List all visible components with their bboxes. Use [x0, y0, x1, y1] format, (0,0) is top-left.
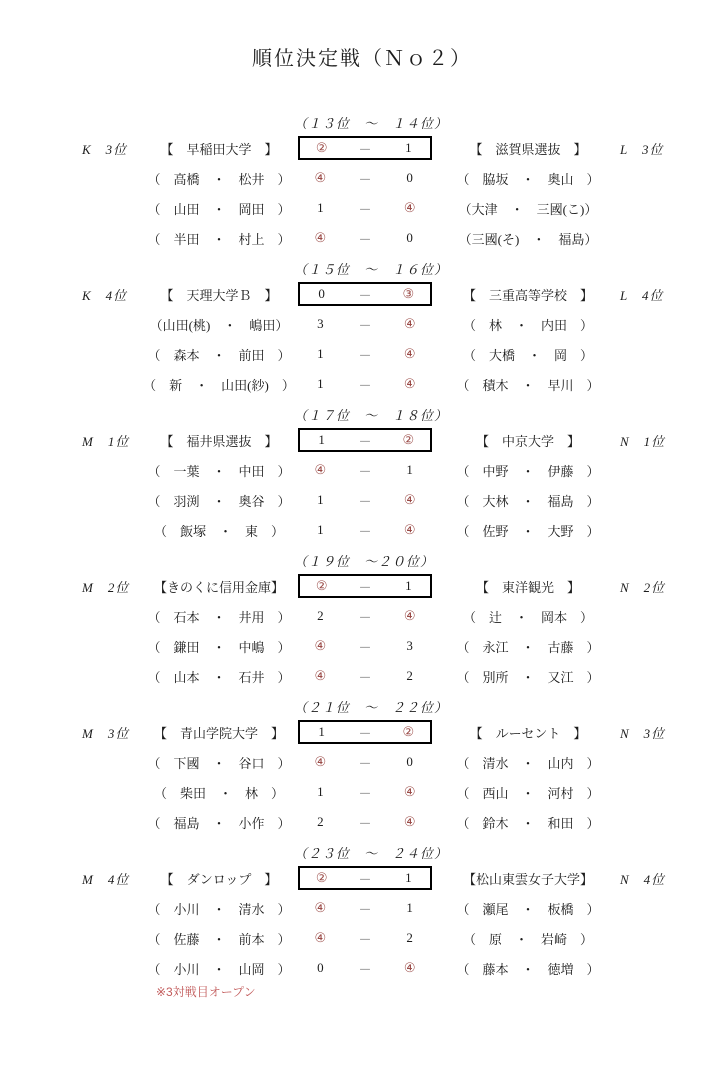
score-separator: －: [358, 871, 372, 887]
left-pair-score: 0: [317, 960, 324, 975]
team-score-row: [0, 279, 724, 309]
right-rank-label: L 4位: [620, 287, 664, 303]
right-team-score: 1: [405, 578, 412, 593]
right-team-score: 1: [405, 870, 412, 885]
score-separator: －: [358, 377, 372, 393]
score-separator: －: [358, 639, 372, 655]
rank-range-label: （２１位 ～ ２２位）: [294, 700, 449, 715]
left-pair-score: ④: [314, 170, 327, 185]
left-pair-score: 1: [317, 346, 324, 361]
pair-result-row: [0, 661, 724, 691]
pair-result-row: [0, 747, 724, 777]
left-pair-names: （ 柴田 ・ 林 ）: [153, 785, 284, 801]
team-score-box: [298, 720, 432, 744]
right-pair-score: 3: [406, 638, 413, 653]
right-pair-names: （ 西山 ・ 河村 ）: [456, 785, 600, 801]
left-pair-names: （ 高橋 ・ 松井 ）: [147, 171, 291, 187]
left-team-name: 【 福井県選抜 】: [160, 433, 278, 449]
team-score-row: [0, 133, 724, 163]
right-pair-score: 2: [406, 930, 413, 945]
right-pair-names: （ 辻 ・ 岡本 ）: [462, 609, 593, 625]
pair-result-row: [0, 223, 724, 253]
pair-result-row: [0, 601, 724, 631]
score-separator: －: [358, 433, 372, 449]
match-block-15-16: [0, 253, 724, 399]
score-separator: －: [358, 901, 372, 917]
pair-result-row: [0, 163, 724, 193]
right-pair-names: （ 別所 ・ 又江 ）: [456, 669, 600, 685]
left-rank-label: M 3位: [82, 725, 130, 741]
left-rank-label: M 4位: [82, 871, 130, 887]
right-pair-names: （ 大林 ・ 福島 ）: [456, 493, 600, 509]
left-team-score: 1: [318, 724, 325, 739]
left-rank-label: M 1位: [82, 433, 130, 449]
left-team-name: 【きのくに信用金庫】: [153, 579, 284, 595]
score-separator: －: [358, 141, 372, 157]
pair-result-row: [0, 923, 724, 953]
match-block-21-22: [0, 691, 724, 837]
left-team-score: 1: [318, 432, 325, 447]
match-block-19-20: [0, 545, 724, 691]
score-separator: －: [358, 669, 372, 685]
left-pair-score: ④: [314, 930, 327, 945]
right-rank-label: N 3位: [620, 725, 666, 741]
rank-range-label: （１７位 ～ １８位）: [294, 408, 449, 423]
left-pair-names: （ 石本 ・ 井用 ）: [147, 609, 291, 625]
left-team-name: 【 青山学院大学 】: [153, 725, 284, 741]
right-pair-score: ④: [403, 814, 416, 829]
right-pair-names: （ 大橋 ・ 岡 ）: [462, 347, 593, 363]
left-pair-names: （ 鎌田 ・ 中嶋 ）: [147, 639, 291, 655]
left-pair-names: （ 新 ・ 山田(紗) ）: [143, 377, 295, 393]
left-pair-names: （ 羽渕 ・ 奥谷 ）: [147, 493, 291, 509]
right-team-name: 【 ルーセント 】: [469, 725, 587, 741]
rank-range-label: （２３位 ～ ２４位）: [294, 846, 449, 861]
left-team-name: 【 ダンロップ 】: [160, 871, 278, 887]
right-pair-score: 0: [406, 170, 413, 185]
left-rank-label: K 3位: [82, 141, 128, 157]
right-pair-names: （ 原 ・ 岩崎 ）: [462, 931, 593, 947]
left-pair-names: （ 福島 ・ 小作 ）: [147, 815, 291, 831]
team-score-row: [0, 571, 724, 601]
left-pair-score: 1: [317, 784, 324, 799]
right-pair-names: （ 瀬尾 ・ 板橋 ）: [456, 901, 600, 917]
right-team-score: 1: [405, 140, 412, 155]
pair-result-row: [0, 309, 724, 339]
right-team-score: ②: [402, 432, 415, 447]
score-separator: －: [358, 579, 372, 595]
score-separator: －: [358, 201, 372, 217]
left-pair-score: ④: [314, 638, 327, 653]
left-pair-names: （ 山田 ・ 岡田 ）: [147, 201, 291, 217]
right-rank-label: N 4位: [620, 871, 666, 887]
score-separator: －: [358, 931, 372, 947]
left-pair-score: 1: [317, 376, 324, 391]
team-score-row: [0, 717, 724, 747]
right-pair-score: 2: [406, 668, 413, 683]
left-pair-score: ④: [314, 462, 327, 477]
right-pair-score: ④: [403, 784, 416, 799]
left-pair-score: 2: [317, 814, 324, 829]
score-separator: －: [358, 815, 372, 831]
team-score-box: [298, 574, 432, 598]
pair-result-row: [0, 339, 724, 369]
right-pair-names: （大津 ・ 三國(こ)）: [458, 201, 598, 217]
rank-range-label: （１３位 ～ １４位）: [294, 116, 449, 131]
right-pair-score: ④: [403, 608, 416, 623]
left-pair-names: （ 小川 ・ 清水 ）: [147, 901, 291, 917]
score-separator: －: [358, 231, 372, 247]
score-separator: －: [358, 785, 372, 801]
pair-result-row: [0, 485, 724, 515]
right-pair-names: （三國(そ) ・ 福島）: [458, 231, 598, 247]
left-team-score: ②: [315, 578, 328, 593]
left-pair-names: （ 森本 ・ 前田 ）: [147, 347, 291, 363]
match-block-17-18: [0, 399, 724, 545]
left-pair-score: 1: [317, 492, 324, 507]
left-pair-score: ④: [314, 668, 327, 683]
left-pair-score: 1: [317, 200, 324, 215]
team-score-row: [0, 425, 724, 455]
pair-result-row: [0, 455, 724, 485]
right-pair-names: （ 清水 ・ 山内 ）: [456, 755, 600, 771]
pair-result-row: [0, 369, 724, 399]
left-team-score: ②: [315, 140, 328, 155]
left-pair-names: （ 小川 ・ 山岡 ）: [147, 961, 291, 977]
right-team-name: 【 滋賀県選抜 】: [469, 141, 587, 157]
right-team-score: ②: [402, 724, 415, 739]
left-pair-score: 3: [317, 316, 324, 331]
pair-result-row: [0, 807, 724, 837]
team-score-box: [298, 282, 432, 306]
left-pair-names: （ 飯塚 ・ 東 ）: [153, 523, 284, 539]
footnote-open-match-note: ※3対戦目オープン: [156, 985, 256, 999]
team-score-box: [298, 866, 432, 890]
right-pair-names: （ 永江 ・ 古藤 ）: [456, 639, 600, 655]
team-score-box: [298, 428, 432, 452]
score-separator: －: [358, 317, 372, 333]
right-pair-score: ④: [403, 492, 416, 507]
pair-result-row: [0, 515, 724, 545]
left-rank-label: M 2位: [82, 579, 130, 595]
score-separator: －: [358, 523, 372, 539]
right-pair-score: ④: [403, 522, 416, 537]
match-block-13-14: [0, 107, 724, 253]
right-pair-names: （ 積木 ・ 早川 ）: [456, 377, 600, 393]
team-score-box: [298, 136, 432, 160]
left-pair-names: （ 半田 ・ 村上 ）: [147, 231, 291, 247]
score-separator: －: [358, 961, 372, 977]
right-rank-label: N 2位: [620, 579, 666, 595]
score-separator: －: [358, 725, 372, 741]
right-pair-score: ④: [403, 316, 416, 331]
right-pair-score: 1: [406, 462, 413, 477]
right-pair-names: （ 藤本 ・ 徳増 ）: [456, 961, 600, 977]
left-pair-score: ④: [314, 900, 327, 915]
right-team-score: ③: [402, 286, 415, 301]
rank-range-label: （１５位 ～ １６位）: [294, 262, 449, 277]
score-separator: －: [358, 463, 372, 479]
right-rank-label: N 1位: [620, 433, 666, 449]
left-team-score: 0: [318, 286, 325, 301]
left-pair-names: （ 山本 ・ 石井 ）: [147, 669, 291, 685]
left-pair-score: ④: [314, 230, 327, 245]
left-pair-names: （ 佐藤 ・ 前本 ）: [147, 931, 291, 947]
score-separator: －: [358, 287, 372, 303]
score-separator: －: [358, 171, 372, 187]
rank-range-label: （１９位 ～２０位）: [294, 554, 435, 569]
left-rank-label: K 4位: [82, 287, 128, 303]
right-pair-score: ④: [403, 960, 416, 975]
right-pair-score: ④: [403, 346, 416, 361]
right-pair-score: ④: [403, 200, 416, 215]
pair-result-row: [0, 953, 724, 983]
right-pair-names: （ 脇坂 ・ 奥山 ）: [456, 171, 600, 187]
right-rank-label: L 3位: [620, 141, 664, 157]
right-team-name: 【松山東雲女子大学】: [462, 871, 593, 887]
right-pair-score: 0: [406, 754, 413, 769]
page-title: 順位決定戦（Ｎｏ２）: [252, 48, 472, 70]
right-pair-score: ④: [403, 376, 416, 391]
left-pair-names: （ 一葉 ・ 中田 ）: [147, 463, 291, 479]
right-pair-names: （ 林 ・ 内田 ）: [462, 317, 593, 333]
pair-result-row: [0, 893, 724, 923]
left-team-name: 【 天理大学Ｂ 】: [160, 287, 278, 303]
pair-result-row: [0, 777, 724, 807]
score-separator: －: [358, 493, 372, 509]
left-team-score: ②: [315, 870, 328, 885]
right-pair-score: 1: [406, 900, 413, 915]
left-team-name: 【 早稲田大学 】: [160, 141, 278, 157]
score-separator: －: [358, 347, 372, 363]
pair-result-row: [0, 631, 724, 661]
left-pair-score: 1: [317, 522, 324, 537]
right-team-name: 【 中京大学 】: [475, 433, 580, 449]
right-team-name: 【 三重高等学校 】: [462, 287, 593, 303]
score-separator: －: [358, 609, 372, 625]
right-team-name: 【 東洋観光 】: [475, 579, 580, 595]
left-pair-score: 2: [317, 608, 324, 623]
team-score-row: [0, 863, 724, 893]
left-pair-score: ④: [314, 754, 327, 769]
left-pair-names: （山田(桃) ・ 嶋田）: [149, 317, 289, 333]
right-pair-names: （ 中野 ・ 伊藤 ）: [456, 463, 600, 479]
match-block-23-24: [0, 837, 724, 983]
right-pair-names: （ 鈴木 ・ 和田 ）: [456, 815, 600, 831]
results-sheet: [0, 107, 724, 1000]
left-pair-names: （ 下國 ・ 谷口 ）: [147, 755, 291, 771]
pair-result-row: [0, 193, 724, 223]
right-pair-score: 0: [406, 230, 413, 245]
right-pair-names: （ 佐野 ・ 大野 ）: [456, 523, 600, 539]
score-separator: －: [358, 755, 372, 771]
